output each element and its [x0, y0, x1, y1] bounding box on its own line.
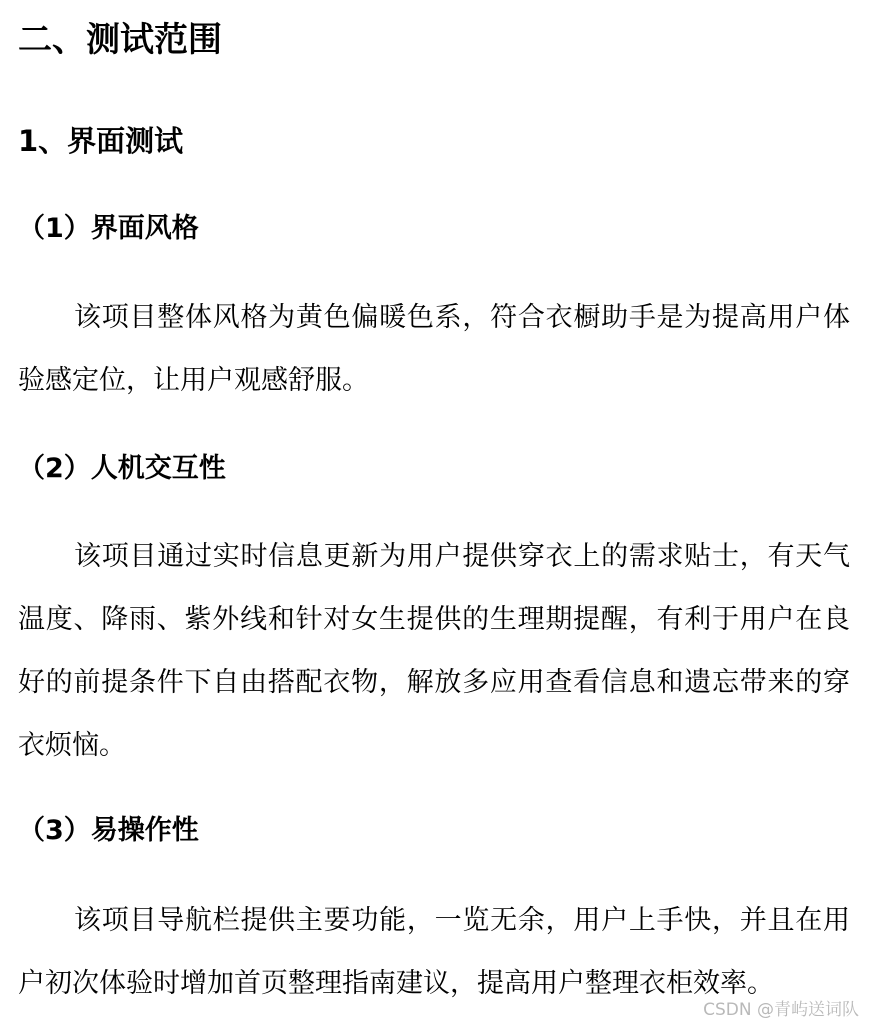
subsection-body-usability: 该项目导航栏提供主要功能，一览无余，用户上手快，并且在用户初次体验时增加首页整理指南建议，提高用户整理衣柜效率。	[18, 905, 850, 999]
page-heading: 二、测试范围	[18, 20, 222, 60]
subsection-body-interaction: 该项目通过实时信息更新为用户提供穿衣上的需求贴士，有天气温度、降雨、紫外线和针对女生提供的生理期提醒，有利于用户在良好的前提条件下自由搭配衣物，解放多应用查看信息和遗忘带来的穿衣烦恼。	[18, 541, 850, 761]
subsection-body-style: 该项目整体风格为黄色偏暖色系，符合衣橱助手是为提高用户体验感定位，让用户观感舒服。	[18, 302, 850, 396]
subsection-title-style: （1）界面风格	[18, 213, 199, 244]
csdn-watermark: CSDN @青屿送词队	[703, 1000, 859, 1020]
subsection-title-usability: （3）易操作性	[18, 815, 199, 846]
section-title: 1、界面测试	[18, 124, 184, 158]
subsection-title-interaction: （2）人机交互性	[18, 453, 226, 484]
